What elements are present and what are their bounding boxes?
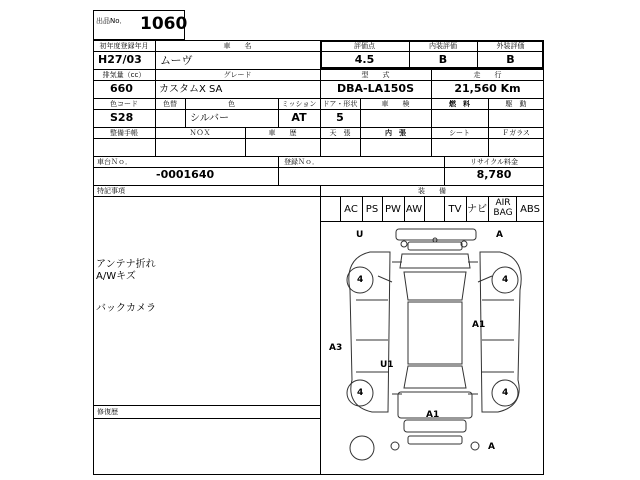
equip-navi: ナビ xyxy=(467,204,487,215)
equip-tv: TV xyxy=(448,204,462,215)
remarks-label: 特記事項 xyxy=(97,187,125,195)
maintenance-label: 整備手帳 xyxy=(110,129,138,137)
equip-pw: PW xyxy=(385,204,401,215)
recycle-value: 8,780 xyxy=(476,168,512,181)
interior-value: B xyxy=(438,53,448,66)
chassis-no-label: 車台Ｎｏ． xyxy=(97,158,132,166)
mileage-value: 21,560 Km xyxy=(454,82,521,95)
model-label: 型 式 xyxy=(361,71,390,79)
fuel-label: 燃 料 xyxy=(449,100,470,108)
tire-front-right: 4 xyxy=(502,275,509,285)
grade-value: カスタムX SA xyxy=(159,84,223,95)
door-shape-label: ドア・形状 xyxy=(322,100,358,108)
mark-right-side-a1: A1 xyxy=(472,320,486,330)
tire-rear-right: 4 xyxy=(502,388,509,398)
color-series-label: 色替 xyxy=(163,100,177,108)
color-code-label: 色コード xyxy=(110,100,138,108)
repairs-label: 修復歴 xyxy=(97,408,118,416)
interior-label: 内装評価 xyxy=(429,42,457,50)
roof-label: 天 張 xyxy=(329,129,351,137)
score-label: 評価点 xyxy=(354,42,375,50)
seat-label: シート xyxy=(449,129,470,137)
drive-label: 駆 動 xyxy=(505,100,527,108)
equip-aw: AW xyxy=(405,204,423,215)
grade-label: グレード xyxy=(223,71,252,79)
first-reg-value: H27/03 xyxy=(98,53,142,66)
nox-label: ＮＯＸ xyxy=(189,129,211,137)
note-back-camera: バックカメラ xyxy=(96,303,156,314)
mark-rear-a1: A1 xyxy=(426,410,440,420)
mark-left-door-u1: U1 xyxy=(380,360,394,370)
note-antenna: アンテナ折れ xyxy=(96,259,156,270)
mark-left-side-a3: A3 xyxy=(329,343,343,353)
equip-airbag: AIR BAG xyxy=(493,198,513,218)
tire-front-left: 4 xyxy=(357,275,364,285)
color-code-value: S28 xyxy=(110,111,134,124)
equipment-label: 装 備 xyxy=(418,187,446,195)
recycle-label: リサイクル料金 xyxy=(469,158,519,166)
lot-number: 1060 xyxy=(140,14,188,34)
glass-label: Ｆガラス xyxy=(502,129,530,137)
inspection-label: 車 検 xyxy=(381,100,410,108)
mark-front-right: A xyxy=(496,230,503,240)
accident-label: 車 歴 xyxy=(268,129,297,137)
chassis-no-value: -0001640 xyxy=(156,168,215,181)
transmission-value: AT xyxy=(291,111,307,124)
equip-ac: AC xyxy=(344,204,358,215)
door-shape-value: 5 xyxy=(336,111,344,124)
note-aw-scratch: A/Wキズ xyxy=(96,271,136,282)
transmission-label: ミッション xyxy=(281,100,317,108)
model-value: DBA-LA150S xyxy=(337,82,414,95)
exterior-value: B xyxy=(506,53,515,66)
mark-rear-right: A xyxy=(488,442,495,452)
score-value: 4.5 xyxy=(354,53,375,66)
equip-abs: ABS xyxy=(520,204,540,215)
tire-rear-left: 4 xyxy=(357,388,364,398)
car-name-label: 車 名 xyxy=(223,42,252,50)
color-label: 色 xyxy=(228,100,235,108)
displacement-label: 排気量（cc） xyxy=(102,71,146,79)
displacement-value: 660 xyxy=(110,82,133,95)
first-reg-label: 初年度登録年月 xyxy=(99,42,149,50)
equip-ps: PS xyxy=(365,204,379,215)
color-value: シルバー xyxy=(190,113,230,124)
mark-front-left: U xyxy=(356,230,364,240)
interior-trim-label: 内 張 xyxy=(385,129,406,137)
exterior-label: 外装評価 xyxy=(496,42,525,50)
car-name-value: ムーヴ xyxy=(160,54,193,67)
mileage-label: 走 行 xyxy=(473,71,502,79)
lot-number-label: 出品No． xyxy=(96,17,127,25)
reg-no-label: 登録Ｎｏ． xyxy=(284,158,319,166)
